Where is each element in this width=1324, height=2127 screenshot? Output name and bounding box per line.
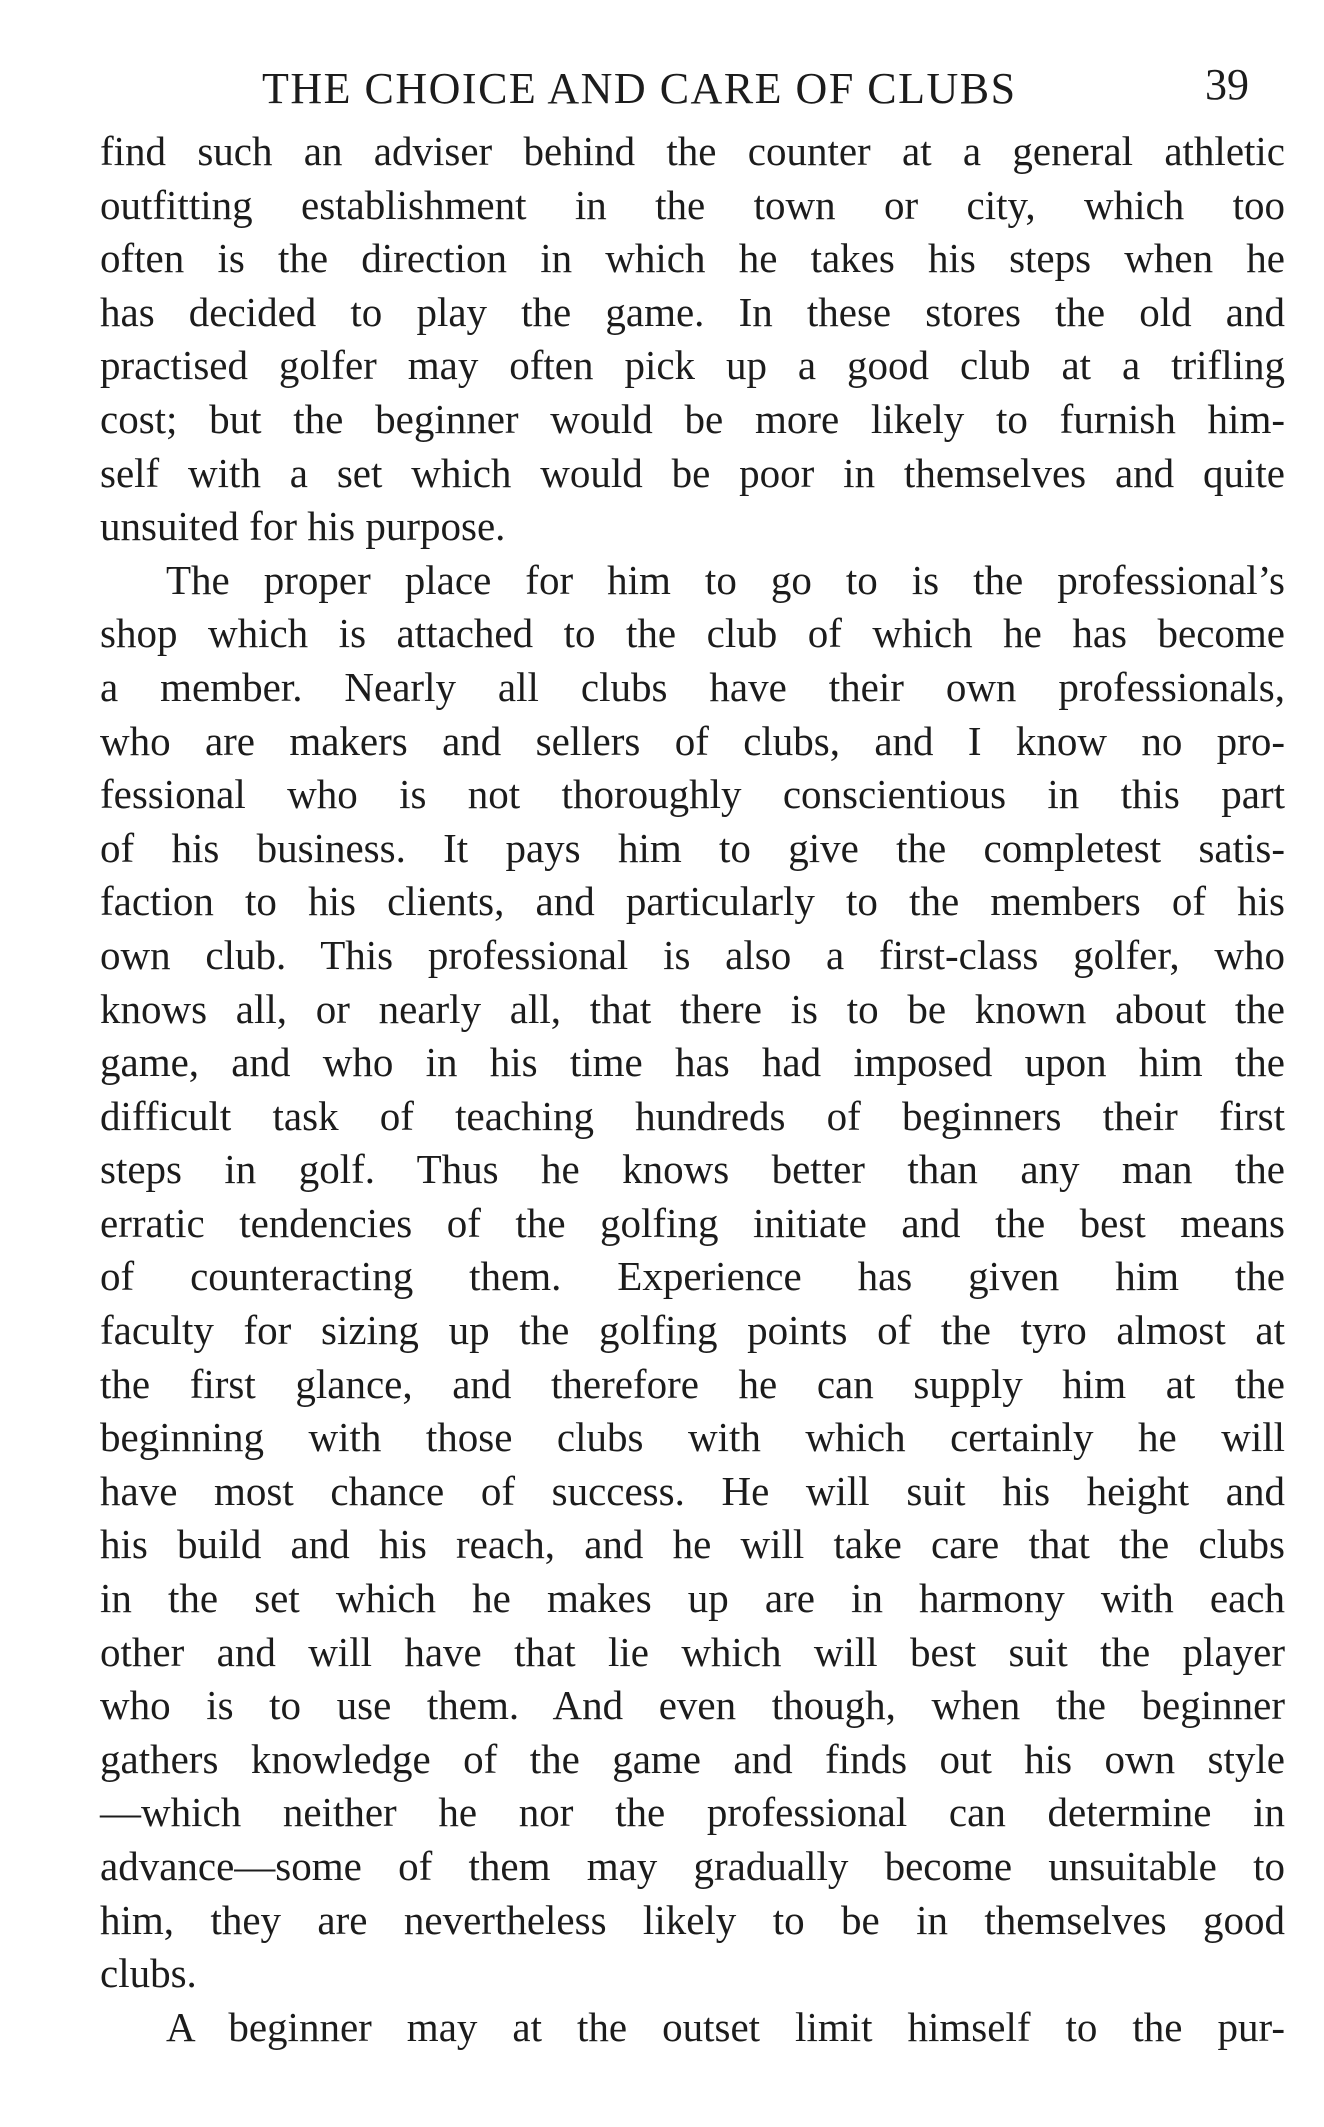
text-line: often is the direction in which he takes his steps when he [100,235,1285,282]
text-line: his build and his reach, and he will take care that the clubs [100,1521,1285,1568]
text-line: unsuited for his purpose. [100,503,506,550]
text-line: faction to his clients, and particularly to the members of his [100,878,1285,925]
text-line: fessional who is not thoroughly conscientious in this part [100,771,1285,818]
text-line: other and will have that lie which will best suit the player [100,1628,1285,1675]
text-line: of his business. It pays him to give the completest satis- [100,824,1285,871]
text-line: the first glance, and therefore he can supply him at the [100,1360,1285,1407]
text-line: him, they are nevertheless likely to be in themselves good [100,1896,1285,1943]
text-line: faculty for sizing up the golfing points of the tyro almost at [100,1307,1285,1354]
text-line: beginning with those clubs with which certainly he will [100,1414,1285,1461]
page-number: 39 [1205,60,1249,109]
text-line: advance—some of them may gradually become unsuitable to [100,1843,1285,1889]
text-line: self with a set which would be poor in themselves and quite [100,449,1285,496]
text-line: cost; but the beginner would be more likely to furnish him- [100,395,1285,442]
text-line: clubs. [100,1950,197,1997]
text-line: —which neither he nor the professional can determine in [100,1789,1285,1836]
text-line: steps in golf. Thus he knows better than any man the [100,1146,1285,1193]
text-line: have most chance of success. He will suit his height and [100,1467,1285,1514]
paragraph-start-line: The proper place for him to go to is the professional’s [166,556,1285,603]
text-line: gathers knowledge of the game and finds out his own style [100,1735,1285,1782]
text-line: find such an adviser behind the counter at a general athletic [100,128,1285,174]
text-line: practised golfer may often pick up a good club at a trifling [100,342,1285,389]
text-line: knows all, or nearly all, that there is to be known about the [100,985,1285,1032]
running-title: THE CHOICE AND CARE OF CLUBS [262,64,1017,113]
text-line: outfitting establishment in the town or city, which too [100,181,1285,228]
text-line: of counteracting them. Experience has given him the [100,1253,1285,1300]
text-line: erratic tendencies of the golfing initiate and the best means [100,1199,1285,1246]
text-line: own club. This professional is also a first-class golfer, who [100,931,1285,978]
paragraph-start-line: A beginner may at the outset limit himself to the pur- [166,2003,1285,2050]
text-line: who is to use them. And even though, when the beginner [100,1682,1285,1729]
page-header [100,55,1285,125]
body-text [100,125,1285,2054]
book-page [100,55,1285,2054]
text-line: difficult task of teaching hundreds of beginners their first [100,1092,1285,1139]
text-line: has decided to play the game. In these stores the old and [100,288,1285,335]
text-line: in the set which he makes up are in harmony with each [100,1575,1285,1622]
text-line: a member. Nearly all clubs have their own professionals, [100,663,1285,710]
text-line: who are makers and sellers of clubs, and I know no pro- [100,717,1285,764]
text-line: shop which is attached to the club of which he has become [100,610,1285,657]
text-line: game, and who in his time has had imposed upon him the [100,1039,1285,1086]
